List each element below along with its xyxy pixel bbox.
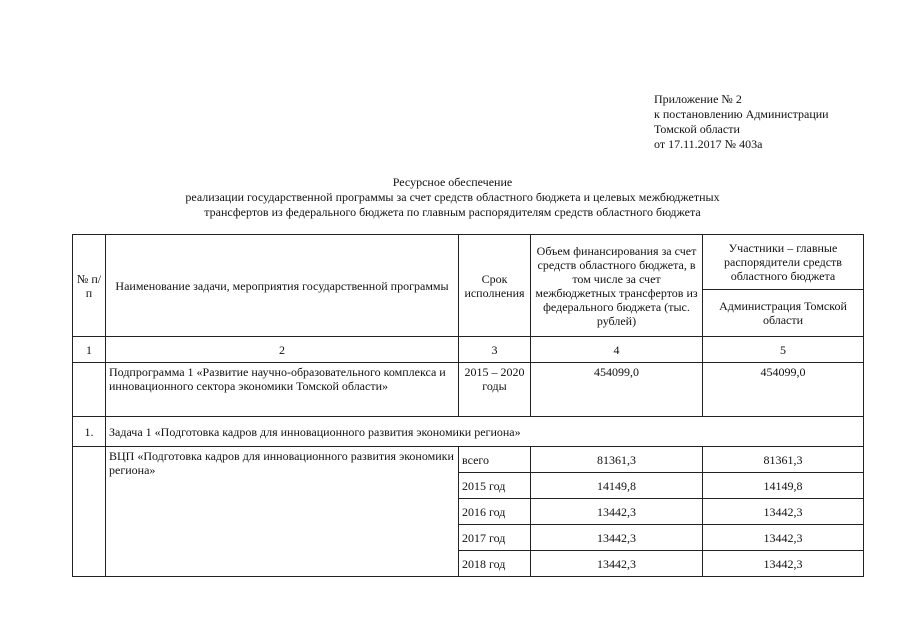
task-num: 1. <box>73 417 106 447</box>
vcp-num <box>73 447 106 577</box>
title-line: реализации государственной программы за счет средств областного бюджета и целевых межбюджетных <box>185 190 720 204</box>
subprogram-term: 2015 – 2020 годы <box>459 363 531 417</box>
vcp-admin: 13442,3 <box>703 551 864 577</box>
vcp-period: всего <box>459 447 531 473</box>
col-number: 3 <box>459 337 531 363</box>
vcp-admin: 13442,3 <box>703 499 864 525</box>
vcp-funding: 13442,3 <box>531 551 703 577</box>
vcp-period: 2017 год <box>459 525 531 551</box>
resource-table <box>72 234 864 577</box>
col-number: 2 <box>106 337 459 363</box>
appendix-line: к постановлению Администрации <box>654 107 829 121</box>
task-name: Задача 1 «Подготовка кадров для инновационного развития экономики региона» <box>106 417 864 447</box>
title-line: трансфертов из федерального бюджета по главным распорядителям средств областного бюджета <box>204 205 701 219</box>
subprogram-admin: 454099,0 <box>703 363 864 417</box>
header-funding: Объем финансирования за счет средств областного бюджета, в том числе за счет межбюджетных трансфертов из федерального бюджета (тыс. рублей) <box>531 235 703 337</box>
header-num: № п/п <box>73 235 106 337</box>
vcp-period: 2016 год <box>459 499 531 525</box>
vcp-period: 2018 год <box>459 551 531 577</box>
vcp-funding: 14149,8 <box>531 473 703 499</box>
header-name: Наименование задачи, мероприятия государственной программы <box>106 235 459 337</box>
col-number: 4 <box>531 337 703 363</box>
col-number: 5 <box>703 337 864 363</box>
vcp-name: ВЦП «Подготовка кадров для инновационного развития экономики региона» <box>106 447 459 577</box>
header-admin: Администрация Томской области <box>703 290 864 337</box>
appendix-block <box>654 92 829 152</box>
appendix-line: Томской области <box>654 122 740 136</box>
subprogram-num <box>73 363 106 417</box>
subprogram-name: Подпрограмма 1 «Развитие научно-образовательного комплекса и инновационного сектора экономики Томской области» <box>106 363 459 417</box>
subprogram-funding: 454099,0 <box>531 363 703 417</box>
vcp-admin: 13442,3 <box>703 525 864 551</box>
vcp-funding: 13442,3 <box>531 499 703 525</box>
document-title <box>0 175 905 220</box>
header-term: Срок исполнения <box>459 235 531 337</box>
vcp-admin: 14149,8 <box>703 473 864 499</box>
col-number: 1 <box>73 337 106 363</box>
vcp-admin: 81361,3 <box>703 447 864 473</box>
vcp-period: 2015 год <box>459 473 531 499</box>
title-line: Ресурсное обеспечение <box>392 175 513 189</box>
appendix-line: Приложение № 2 <box>654 92 742 106</box>
vcp-funding: 13442,3 <box>531 525 703 551</box>
vcp-funding: 81361,3 <box>531 447 703 473</box>
header-participants: Участники – главные распорядители средств областного бюджета <box>703 235 864 290</box>
appendix-line: от 17.11.2017 № 403а <box>654 137 763 151</box>
